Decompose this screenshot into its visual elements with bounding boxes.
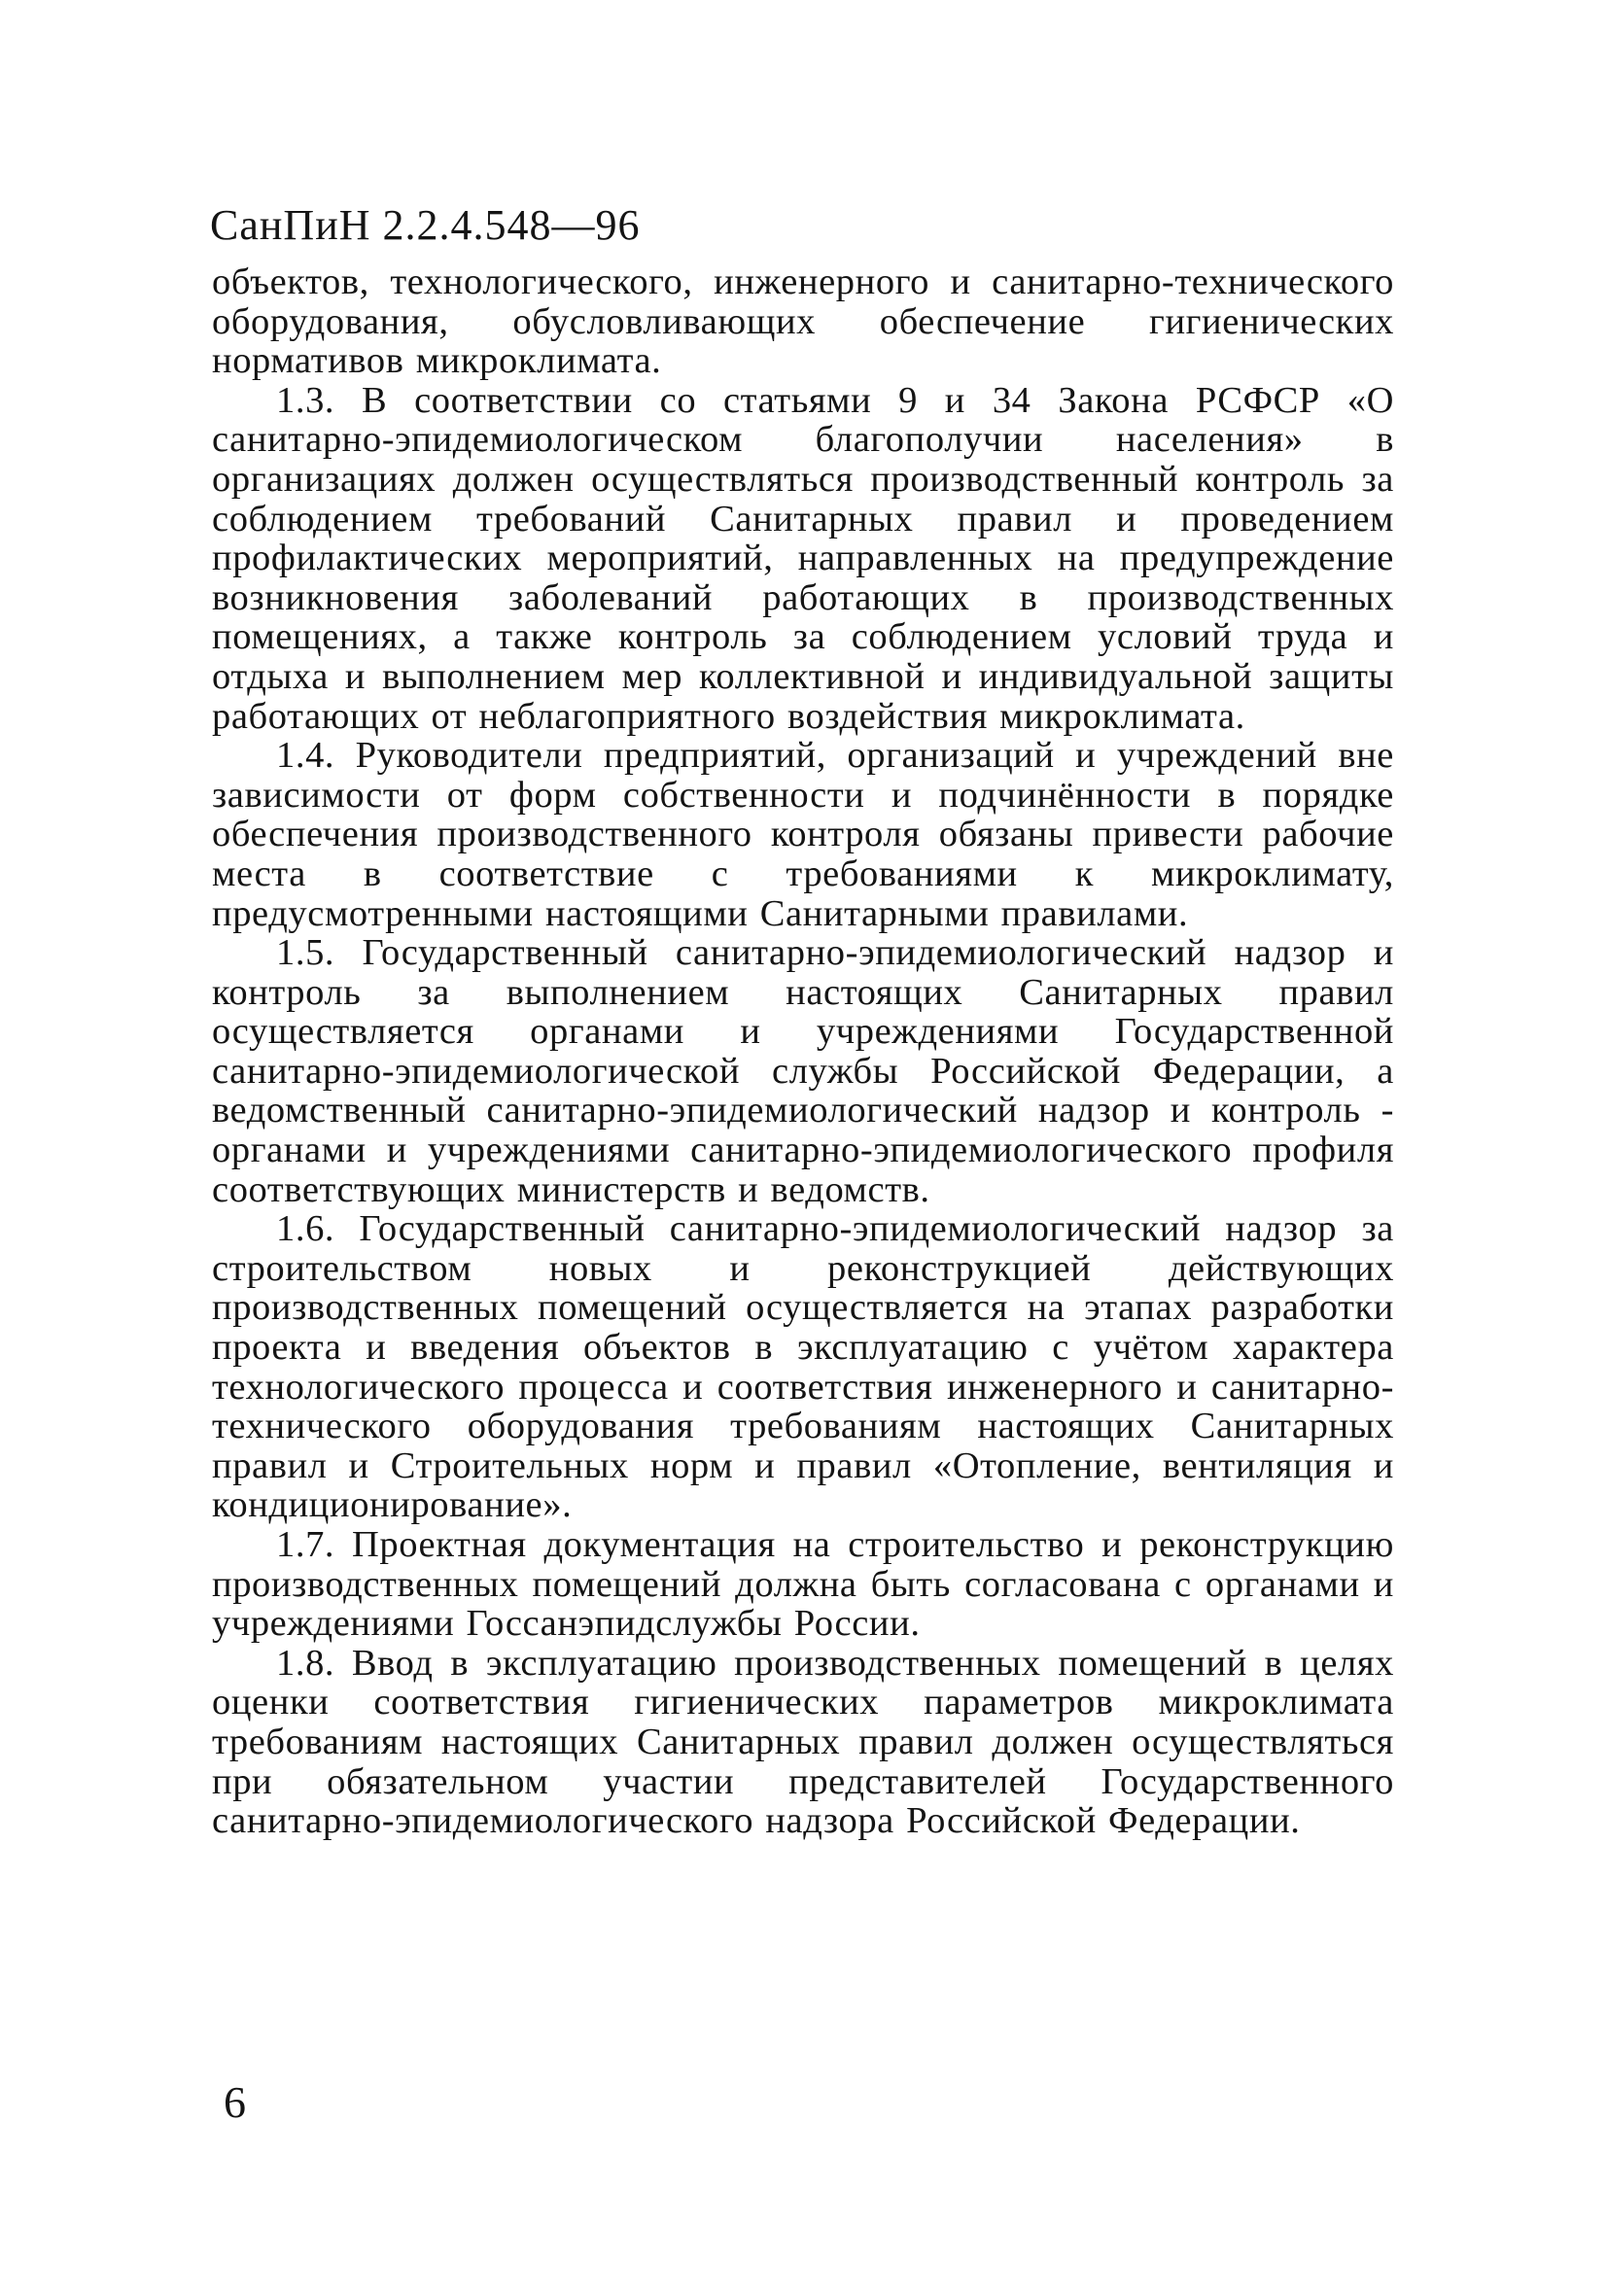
paragraph-1-5: 1.5. Государственный санитарно-эпидемиологический надзор и контроль за выполнением настоящих Санитарных правил осуществляется органами и учреждениями Государственной санитарно-эпидемиологической службы Российской Федерации, а ведомственный санитарно-эпидемиологический надзор и контроль - органами и учреждениями санитарно-эпидемиологического профиля соответствующих министерств и ведомств. [212,932,1394,1210]
paragraph-continuation: объектов, технологического, инженерного и санитарно-технического оборудования, обусловливающих обеспечение гигиенических нормативов микроклимата. [212,261,1394,382]
page-number: 6 [224,2077,246,2127]
paragraph-1-7: 1.7. Проектная документация на строительство и реконструкцию производственных помещений должна быть согласована с органами и учреждениями Госсанэпидслужбы России. [212,1524,1394,1645]
body-text [212,262,1394,1841]
paragraph-1-6: 1.6. Государственный санитарно-эпидемиологический надзор за строительством новых и реконструкцией действующих производственных помещений осуществляется на этапах разработки проекта и введения объектов в эксплуатацию с учётом характера технологического процесса и соответствия инженерного и санитарно-технического оборудования требованиям настоящих Санитарных правил и Строительных норм и правил «Отопление, вентиляция и кондиционирование». [212,1208,1394,1526]
paragraph-1-4: 1.4. Руководители предприятий, организаций и учреждений вне зависимости от форм собственности и подчинённости в порядке обеспечения производственного контроля обязаны привести рабочие места в соответствие с требованиями к микроклимату, предусмотренными настоящими Санитарными правилами. [212,735,1394,934]
paragraph-1-3: 1.3. В соответствии со статьями 9 и 34 Закона РСФСР «О санитарно-эпидемиологическом благополучии населения» в организациях должен осуществляться производственный контроль за соблюдением требований Санитарных правил и проведением профилактических мероприятий, направленных на предупреждение возникновения заболеваний работающих в производственных помещениях, а также контроль за соблюдением условий труда и отдыха и выполнением мер коллективной и индивидуальной защиты работающих от неблагоприятного воздействия микроклимата. [212,379,1394,737]
running-header: СанПиН 2.2.4.548—96 [210,201,641,249]
paragraph-1-8: 1.8. Ввод в эксплуатацию производственных помещений в целях оценки соответствия гигиенических параметров микроклимата требованиям настоящих Санитарных правил должен осуществляться при обязательном участии представителей Государственного санитарно-эпидемиологического надзора Российской Федерации. [212,1642,1394,1842]
